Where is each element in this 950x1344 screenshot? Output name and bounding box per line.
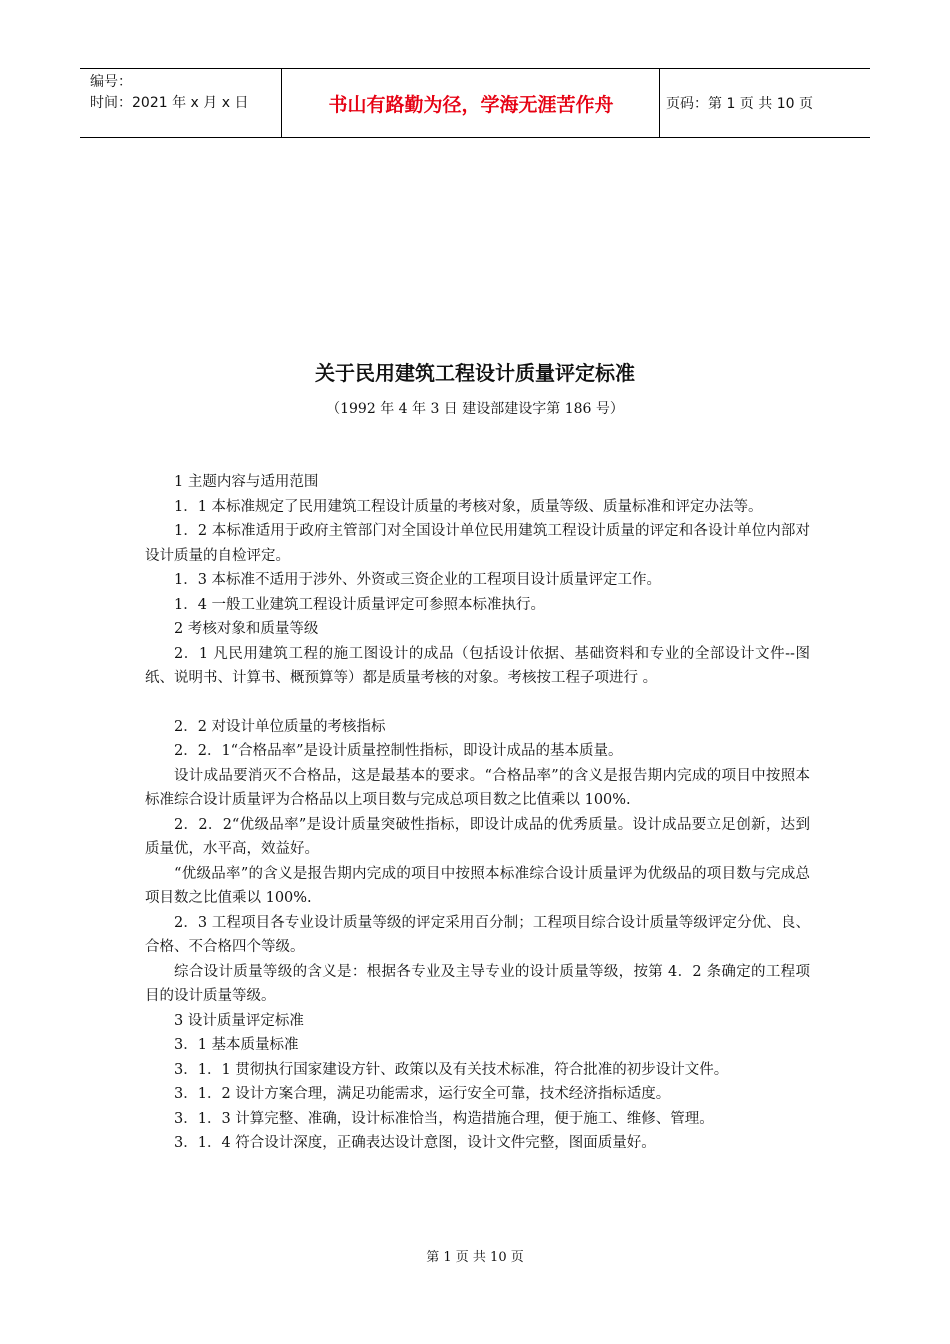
document-body (145, 470, 810, 1156)
document-subtitle: （1992 年 4 年 3 日 建设部建设字第 186 号） (326, 401, 624, 417)
paragraph: 综合设计质量等级的含义是：根据各专业及主导专业的设计质量等级，按第 4．2 条确定的工程项目的设计质量等级。 (145, 963, 810, 1004)
header-page-info: 页码：第 1 页 共 10 页 (666, 96, 813, 112)
paragraph: 1．4 一般工业建筑工程设计质量评定可参照本标准执行。 (174, 596, 546, 613)
header-page-cell (660, 69, 870, 137)
paragraph: 1．2 本标准适用于政府主管部门对全国设计单位民用建筑工程设计质量的评定和各设计单位内部对设计质量的自检评定。 (145, 523, 810, 564)
section-heading: 2 考核对象和质量等级 (174, 621, 319, 637)
paragraph: 2．1 凡民用建筑工程的施工图设计的成品（包括设计依据、基础资料和专业的全部设计文件--图纸、说明书、计算书、概预算等）都是质量考核的对象。考核按工程子项进行 。 (145, 645, 810, 686)
paragraph: 3．1．3 计算完整、准确，设计标准恰当，构造措施合理，便于施工、维修、管理。 (174, 1110, 714, 1127)
document-number-label: 编号： (90, 74, 132, 90)
section-heading: 3 设计质量评定标准 (174, 1012, 304, 1029)
document-date: 时间：2021 年 x 月 x 日 (90, 95, 249, 111)
header-motto-cell (283, 69, 660, 137)
header-meta-cell (80, 69, 282, 137)
paragraph: 2．3 工程项目各专业设计质量等级的评定采用百分制；工程项目综合设计质量等级评定分优、良、合格、不合格四个等级。 (145, 914, 810, 955)
paragraph: 3．1．4 符合设计深度，正确表达设计意图，设计文件完整，图面质量好。 (174, 1135, 656, 1151)
section-heading: 1 主题内容与适用范围 (174, 474, 319, 490)
paragraph: 3．1．1 贯彻执行国家建设方针、政策以及有关技术标准，符合批准的初步设计文件。 (174, 1061, 729, 1078)
paragraph: “优级品率”的含义是报告期内完成的项目中按照本标准综合设计质量评为优级品的项目数与完成总项目数之比值乘以 100%. (145, 865, 810, 906)
page-footer: 第 1 页 共 10 页 (426, 1250, 524, 1265)
header-motto: 书山有路勤为径，学海无涯苦作舟 (328, 93, 614, 116)
paragraph: 设计成品要消灭不合格品，这是最基本的要求。“合格品率”的含义是报告期内完成的项目中按照本标准综合设计质量评为合格品以上项目数与完成总项目数之比值乘以 100%. (145, 767, 810, 808)
paragraph: 2．2 对设计单位质量的考核指标 (174, 718, 386, 735)
page-header (80, 68, 870, 138)
paragraph: 2．2．2“优级品率”是设计质量突破性指标，即设计成品的优秀质量。设计成品要立足创新，达到质量优，水平高，效益好。 (145, 816, 810, 857)
paragraph: 2．2．1“合格品率”是设计质量控制性指标，即设计成品的基本质量。 (174, 743, 623, 759)
paragraph: 1．3 本标准不适用于涉外、外资或三资企业的工程项目设计质量评定工作。 (174, 572, 662, 588)
paragraph: 3．1 基本质量标准 (174, 1037, 299, 1053)
document-title: 关于民用建筑工程设计质量评定标准 (315, 361, 635, 385)
paragraph: 1．1 本标准规定了民用建筑工程设计质量的考核对象，质量等级、质量标准和评定办法等。 (174, 498, 763, 515)
paragraph: 3．1．2 设计方案合理，满足功能需求，运行安全可靠，技术经济指标适度。 (174, 1086, 671, 1102)
